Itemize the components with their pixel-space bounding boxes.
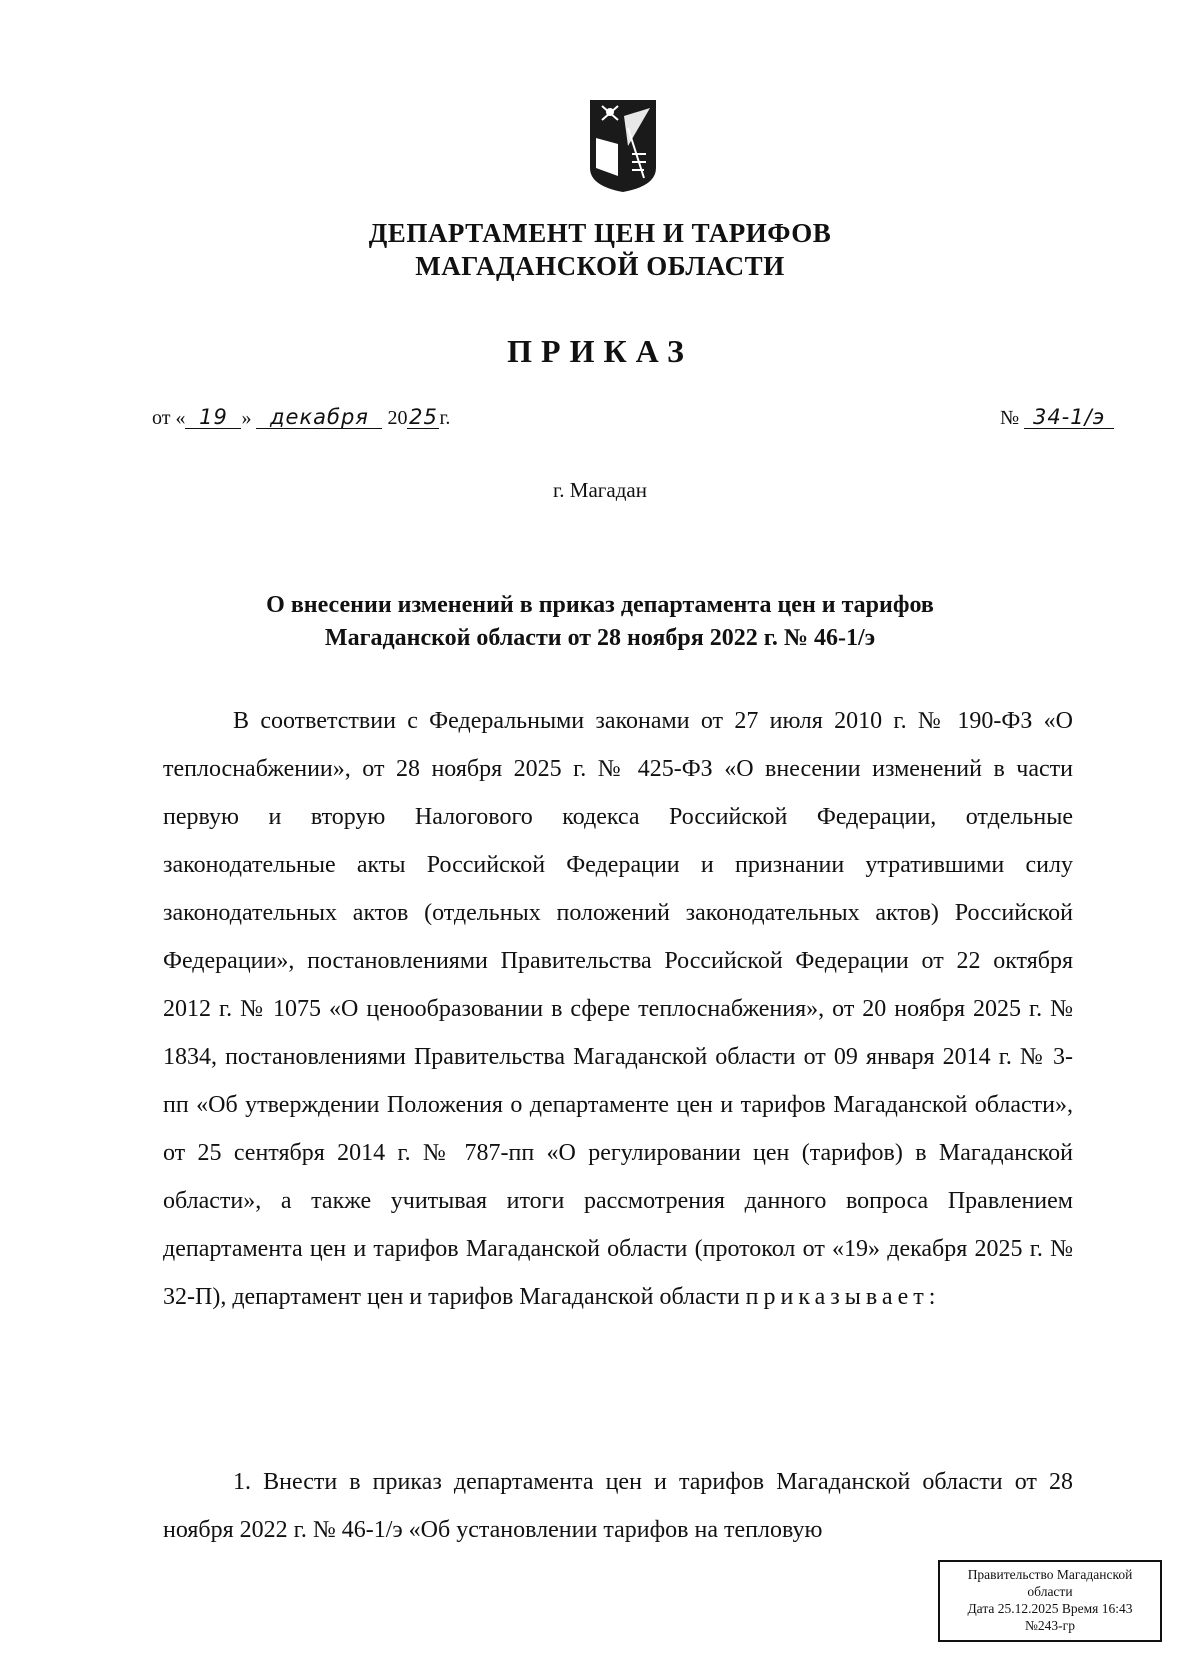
department-name-line1: ДЕПАРТАМЕНТ ЦЕН И ТАРИФОВ [368,218,832,248]
order-number-line [1000,406,1114,430]
date-prefix: от « [152,407,186,429]
stamp-line3: Дата 25.12.2025 Время 16:43 [967,1601,1133,1616]
number-prefix: № [1000,407,1020,429]
body-paragraph-1 [163,697,1073,1321]
document-type-title: ПРИКАЗ [507,333,693,369]
order-number-handwritten: 34-1/э [1024,406,1114,429]
subject-line1: О внесении изменений в приказ департамента цен и тарифов [266,592,934,618]
city-name: г. Магадан [553,478,647,502]
date-suffix: г. [439,407,451,429]
orders-word: приказывает: [745,1284,941,1310]
order-date-line [152,406,450,430]
preamble-text: В соответствии с Федеральными законами от 27 июля 2010 г. № 190-ФЗ «О теплоснабжении», от 28 ноября 2025 г. № 425-ФЗ «О внесении изменений в части первую и вторую Налогового кодекса Российской Федерации, отдельные законодательные акты Российской Федерации и признании утратившими силу законодательных актов (отдельных положений законодательных актов) Российской Федерации», постановлениями Правительства Российской Федерации от 22 октября 2012 г. № 1075 «О ценообразовании в сфере теплоснабжения», от 20 ноября 2025 г. № 1834, постановлениями Правительства Магаданской области от 09 января 2014 г. № 3-пп «Об утверждении Положения о департаменте цен и тарифов Магаданской области», от 25 сентября 2014 г. № 787-пп «О регулировании цен (тарифов) в Магаданской области», а также учитывая итоги рассмотрения данного вопроса Правлением департамента цен и тарифов Магаданской области (протокол от «19» декабря 2025 г. № 32-П), департамент цен и тарифов Магаданской области [163,708,1073,1310]
date-year-prefix: 20 [387,407,408,429]
body-paragraph-2: 1. Внести в приказ департамента цен и тарифов Магаданской области от 28 ноября 2022 г. № 46-1/э «Об установлении тарифов на тепловую [163,1469,1073,1543]
subject-line2: Магаданской области от 28 ноября 2022 г. № 46-1/э [324,625,876,651]
date-mid: » [241,407,252,429]
stamp-line1: Правительство Магаданской [967,1567,1133,1582]
date-year-handwritten: 25 [409,405,438,429]
department-name-line2: МАГАДАНСКОЙ ОБЛАСТИ [415,251,785,281]
date-day-handwritten: 19 [185,406,241,429]
stamp-line2: области [1027,1584,1073,1599]
coat-of-arms-emblem [588,98,658,194]
date-month-handwritten: декабря [256,406,382,429]
stamp-line4: №243-гр [1025,1618,1075,1633]
registration-stamp [938,1560,1162,1642]
